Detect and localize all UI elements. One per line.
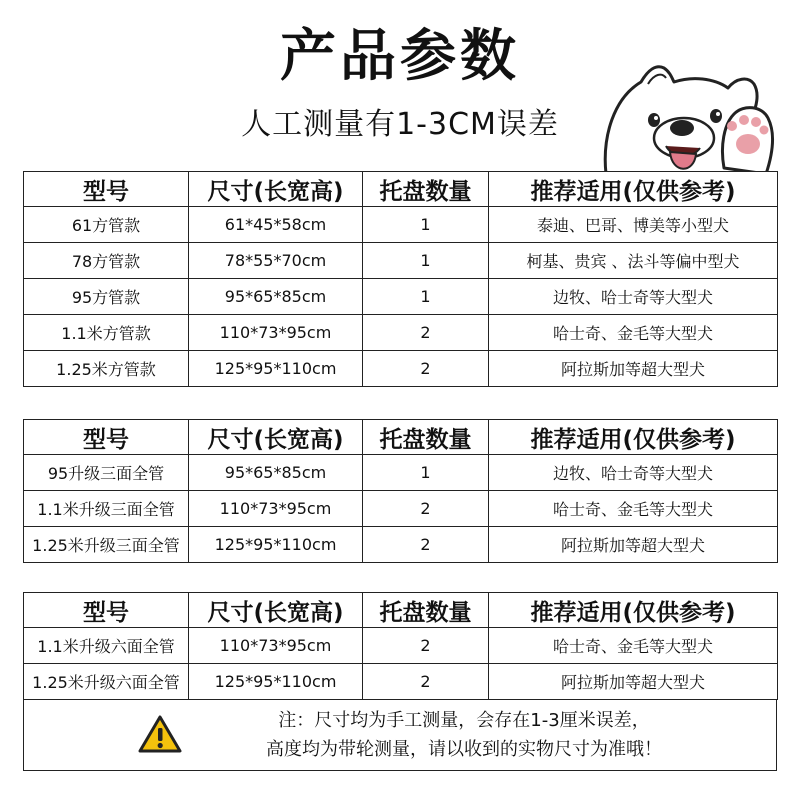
dog-mascot-icon bbox=[596, 58, 786, 174]
table-header-row bbox=[24, 420, 778, 455]
cell-tray: 1 bbox=[363, 279, 489, 315]
cell-recommend: 哈士奇、金毛等大型犬 bbox=[489, 491, 778, 527]
cell-tray: 2 bbox=[363, 628, 489, 664]
cell-recommend: 柯基、贵宾 、法斗等偏中型犬 bbox=[489, 243, 778, 279]
col-header-size: 尺寸(长宽高) bbox=[189, 593, 363, 628]
table-row bbox=[24, 243, 778, 279]
cell-size: 125*95*110cm bbox=[189, 527, 363, 563]
cell-model: 1.1米升级三面全管 bbox=[24, 491, 189, 527]
table-header-row bbox=[24, 172, 778, 207]
col-header-tray: 托盘数量 bbox=[363, 420, 489, 455]
col-header-model: 型号 bbox=[24, 172, 189, 207]
cell-tray: 2 bbox=[363, 664, 489, 700]
note-line-1: 注：尺寸均为手工测量，会存在1-3厘米误差， bbox=[278, 710, 650, 731]
cell-recommend: 边牧、哈士奇等大型犬 bbox=[489, 455, 778, 491]
col-header-tray: 托盘数量 bbox=[363, 172, 489, 207]
cell-tray: 1 bbox=[363, 243, 489, 279]
table-row bbox=[24, 351, 778, 387]
cell-size: 110*73*95cm bbox=[189, 628, 363, 664]
cell-model: 1.1米升级六面全管 bbox=[24, 628, 189, 664]
table-row bbox=[24, 527, 778, 563]
cell-tray: 2 bbox=[363, 527, 489, 563]
cell-size: 95*65*85cm bbox=[189, 455, 363, 491]
cell-tray: 2 bbox=[363, 351, 489, 387]
cell-size: 78*55*70cm bbox=[189, 243, 363, 279]
cell-size: 110*73*95cm bbox=[189, 491, 363, 527]
cell-model: 1.25米升级六面全管 bbox=[24, 664, 189, 700]
cell-recommend: 哈士奇、金毛等大型犬 bbox=[489, 628, 778, 664]
spec-table-six-side bbox=[23, 592, 778, 700]
cell-recommend: 泰迪、巴哥、博美等小型犬 bbox=[489, 207, 778, 243]
cell-size: 110*73*95cm bbox=[189, 315, 363, 351]
col-header-size: 尺寸(长宽高) bbox=[189, 420, 363, 455]
cell-model: 78方管款 bbox=[24, 243, 189, 279]
col-header-model: 型号 bbox=[24, 593, 189, 628]
spec-table-square-tube bbox=[23, 171, 778, 387]
cell-tray: 2 bbox=[363, 491, 489, 527]
page-subtitle: 人工测量有1-3CM误差 bbox=[241, 107, 559, 142]
warning-icon bbox=[138, 714, 182, 754]
table-row bbox=[24, 628, 778, 664]
cell-size: 125*95*110cm bbox=[189, 664, 363, 700]
cell-size: 61*45*58cm bbox=[189, 207, 363, 243]
cell-tray: 1 bbox=[363, 207, 489, 243]
cell-recommend: 阿拉斯加等超大型犬 bbox=[489, 527, 778, 563]
note-box bbox=[23, 700, 777, 771]
table-row bbox=[24, 664, 778, 700]
col-header-recommend: 推荐适用(仅供参考) bbox=[489, 593, 778, 628]
table-row bbox=[24, 491, 778, 527]
col-header-size: 尺寸(长宽高) bbox=[189, 172, 363, 207]
table-header-row bbox=[24, 593, 778, 628]
cell-model: 1.25米方管款 bbox=[24, 351, 189, 387]
col-header-recommend: 推荐适用(仅供参考) bbox=[489, 420, 778, 455]
cell-recommend: 哈士奇、金毛等大型犬 bbox=[489, 315, 778, 351]
cell-size: 125*95*110cm bbox=[189, 351, 363, 387]
cell-model: 95升级三面全管 bbox=[24, 455, 189, 491]
table-row bbox=[24, 279, 778, 315]
cell-model: 95方管款 bbox=[24, 279, 189, 315]
note-line-2: 高度均为带轮测量，请以收到的实物尺寸为准哦！ bbox=[266, 739, 662, 760]
page-title: 产品参数 bbox=[280, 24, 520, 89]
col-header-tray: 托盘数量 bbox=[363, 593, 489, 628]
cell-tray: 2 bbox=[363, 315, 489, 351]
cell-size: 95*65*85cm bbox=[189, 279, 363, 315]
cell-recommend: 阿拉斯加等超大型犬 bbox=[489, 351, 778, 387]
table-row bbox=[24, 315, 778, 351]
cell-recommend: 阿拉斯加等超大型犬 bbox=[489, 664, 778, 700]
col-header-model: 型号 bbox=[24, 420, 189, 455]
cell-recommend: 边牧、哈士奇等大型犬 bbox=[489, 279, 778, 315]
cell-model: 61方管款 bbox=[24, 207, 189, 243]
cell-model: 1.1米方管款 bbox=[24, 315, 189, 351]
table-row bbox=[24, 455, 778, 491]
col-header-recommend: 推荐适用(仅供参考) bbox=[489, 172, 778, 207]
spec-table-three-side bbox=[23, 419, 778, 563]
cell-tray: 1 bbox=[363, 455, 489, 491]
table-row bbox=[24, 207, 778, 243]
cell-model: 1.25米升级三面全管 bbox=[24, 527, 189, 563]
